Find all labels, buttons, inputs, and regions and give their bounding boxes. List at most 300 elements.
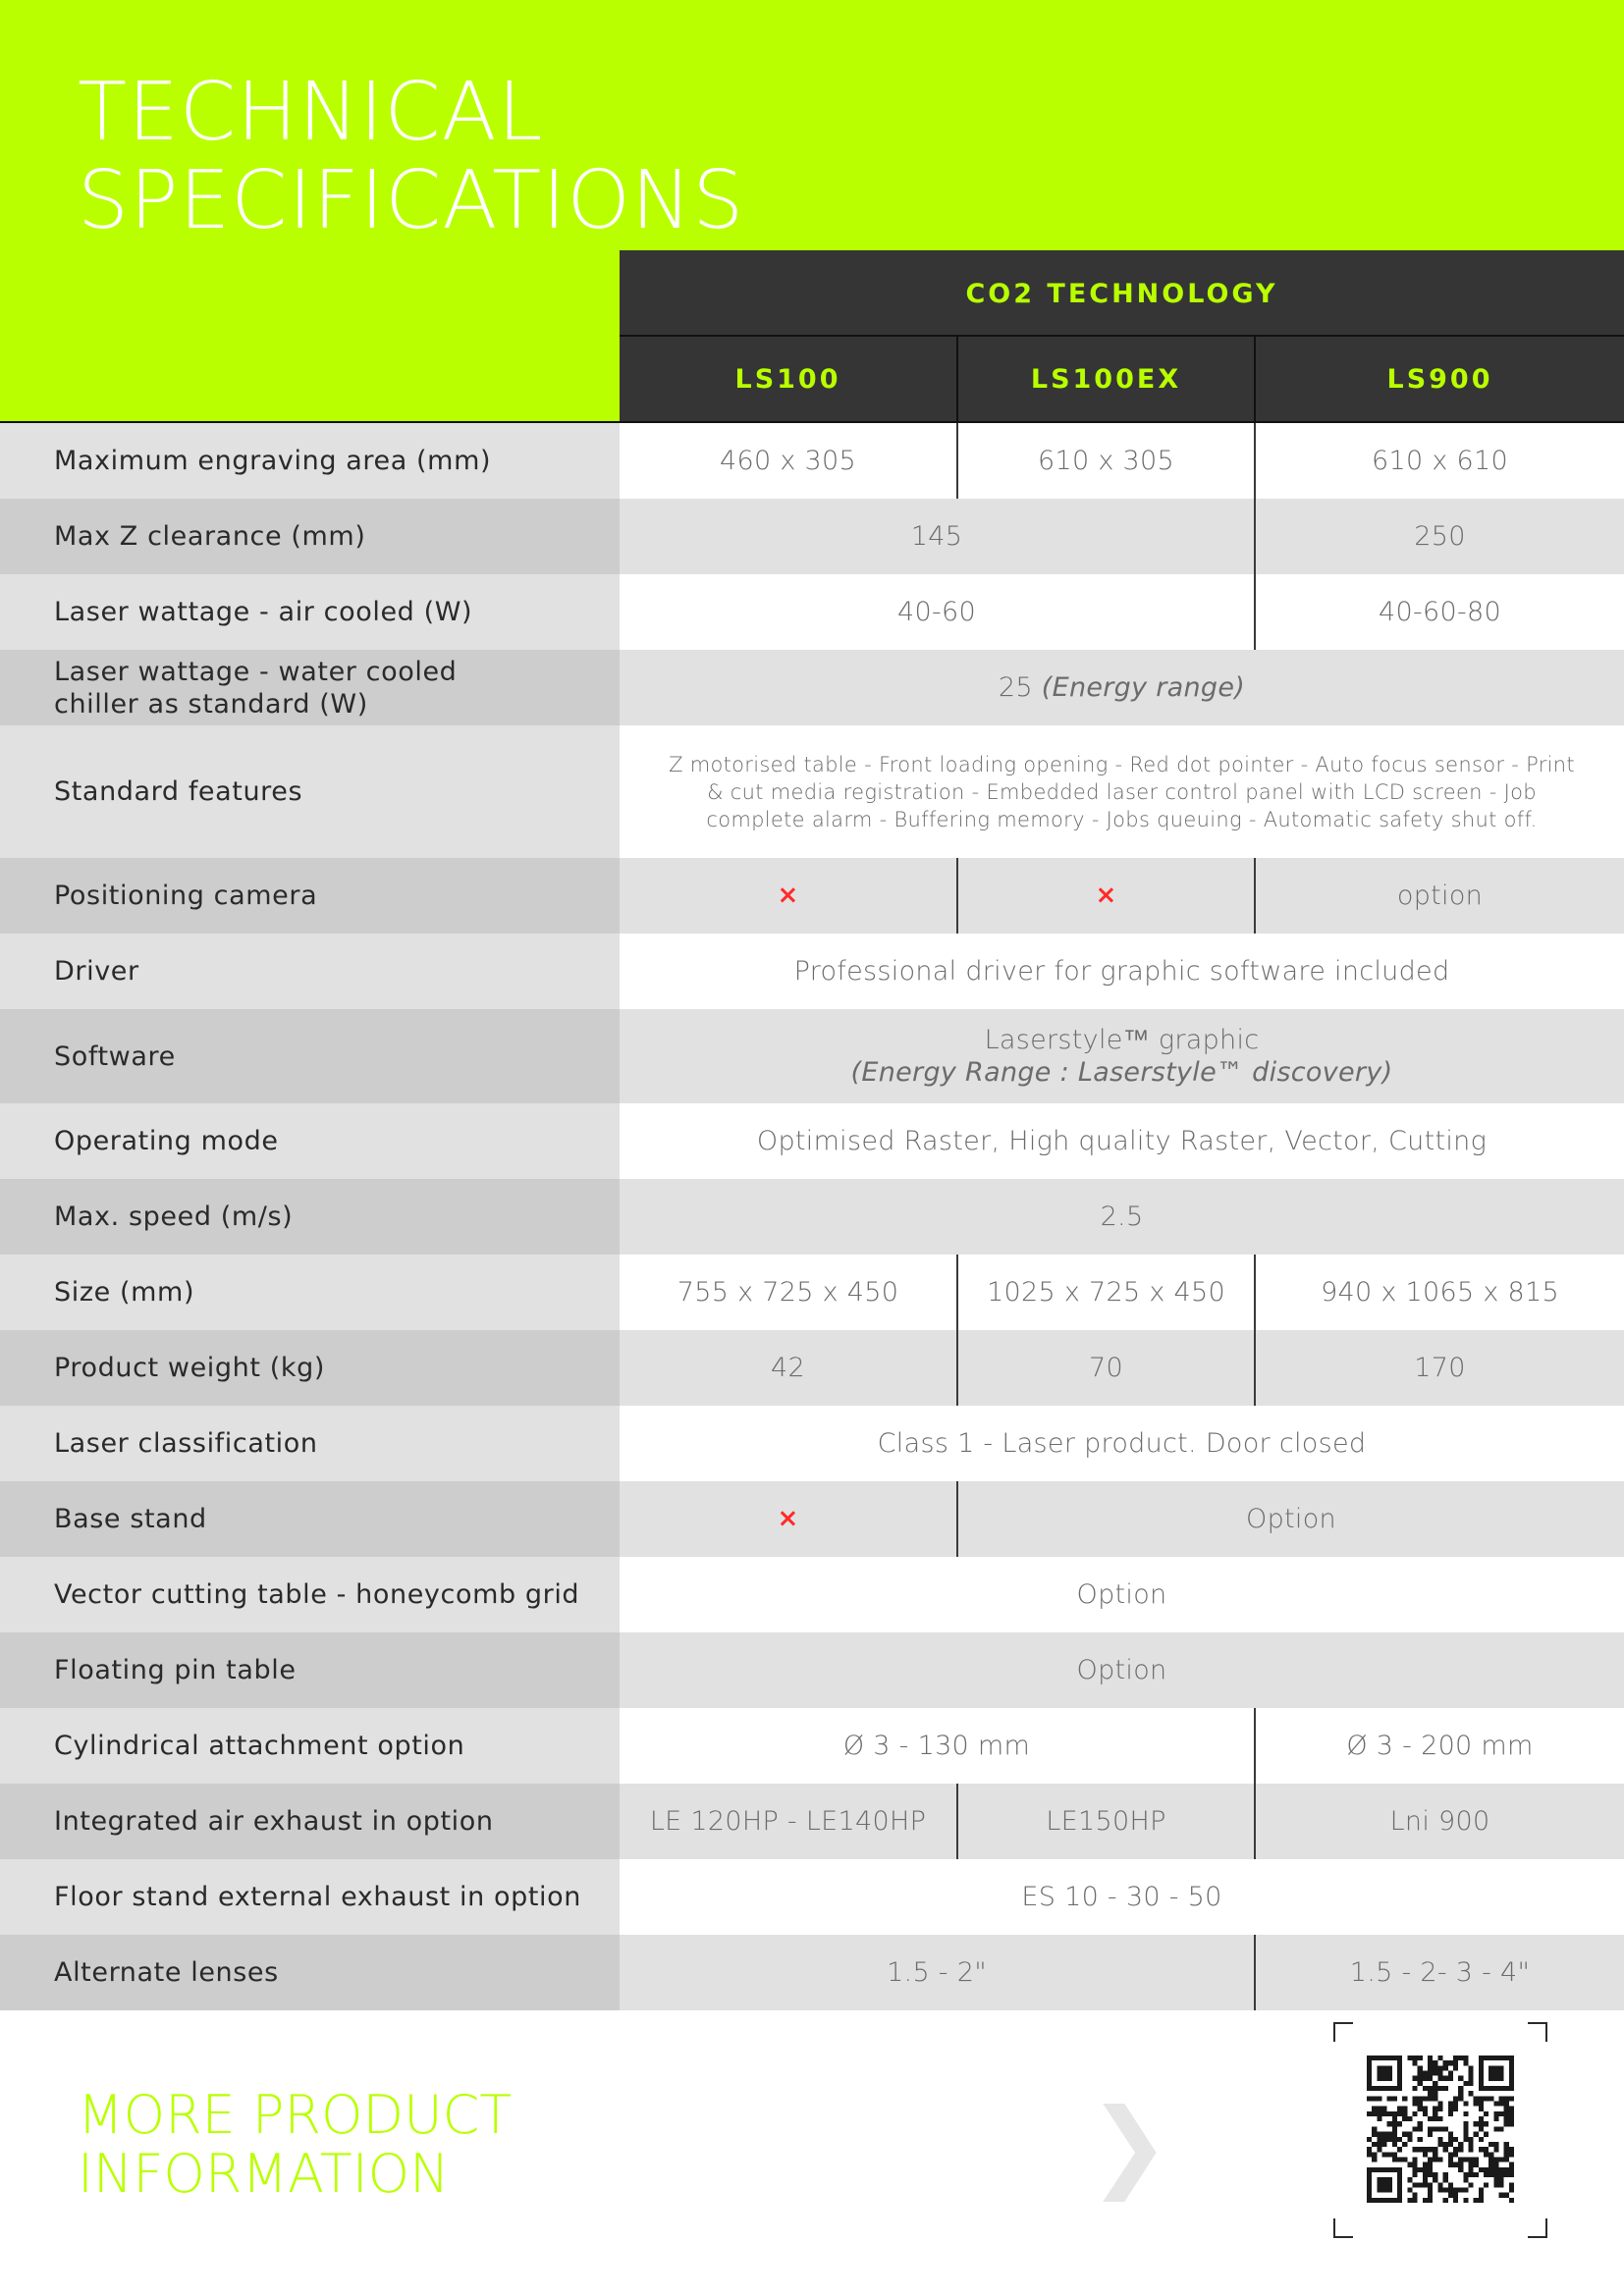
- qr-module: [1428, 2132, 1433, 2137]
- qr-module: [1372, 2157, 1377, 2162]
- qr-module: [1504, 2086, 1509, 2091]
- qr-module: [1498, 2182, 1503, 2187]
- spec-row-floating-pin-table: [0, 1632, 1624, 1708]
- spec-value: LE 120HP - LE140HP: [649, 1806, 927, 1837]
- qr-module: [1458, 2187, 1463, 2192]
- qr-module: [1413, 2182, 1418, 2187]
- qr-module: [1458, 2091, 1463, 2096]
- qr-module: [1387, 2076, 1392, 2081]
- qr-module: [1509, 2076, 1514, 2081]
- qr-module: [1407, 2132, 1412, 2137]
- qr-module: [1377, 2147, 1381, 2152]
- qr-module: [1387, 2111, 1392, 2116]
- qr-module: [1479, 2056, 1484, 2060]
- spec-label: Max. speed (m/s): [0, 1179, 620, 1255]
- qr-module: [1437, 2056, 1442, 2060]
- qr-module: [1453, 2163, 1458, 2167]
- qr-module: [1504, 2102, 1509, 2107]
- spec-row-laser-classification: [0, 1406, 1624, 1481]
- qr-module: [1493, 2147, 1498, 2152]
- qr-module: [1377, 2096, 1381, 2101]
- qr-module: [1428, 2076, 1433, 2081]
- model-header-ls100: LS100: [620, 337, 956, 422]
- qr-module: [1367, 2193, 1372, 2198]
- qr-module: [1372, 2198, 1377, 2203]
- qr-module: [1413, 2157, 1418, 2162]
- qr-module: [1382, 2132, 1387, 2137]
- qr-module: [1397, 2086, 1402, 2091]
- qr-module: [1423, 2071, 1428, 2076]
- qr-module: [1443, 2177, 1448, 2182]
- qr-module: [1433, 2111, 1437, 2116]
- qr-module: [1397, 2167, 1402, 2172]
- qr-module: [1474, 2198, 1479, 2203]
- qr-module: [1377, 2177, 1381, 2182]
- qr-module: [1402, 2116, 1407, 2121]
- qr-module: [1437, 2086, 1442, 2091]
- qr-module: [1367, 2081, 1372, 2086]
- qr-module: [1509, 2172, 1514, 2177]
- qr-module: [1484, 2056, 1489, 2060]
- qr-module: [1443, 2060, 1448, 2065]
- qr-module: [1413, 2167, 1418, 2172]
- qr-module: [1413, 2076, 1418, 2081]
- qr-module: [1453, 2147, 1458, 2152]
- qr-module: [1423, 2086, 1428, 2091]
- qr-module: [1433, 2065, 1437, 2070]
- spec-value: ES 10 - 30 - 50: [1021, 1882, 1222, 1912]
- qr-module: [1397, 2198, 1402, 2203]
- qr-module: [1474, 2157, 1479, 2162]
- qr-module: [1489, 2167, 1493, 2172]
- qr-module: [1437, 2182, 1442, 2187]
- qr-module: [1479, 2060, 1484, 2065]
- qr-module: [1504, 2152, 1509, 2157]
- qr-module: [1437, 2107, 1442, 2111]
- qr-module: [1382, 2071, 1387, 2076]
- qr-module: [1509, 2187, 1514, 2192]
- qr-module: [1407, 2116, 1412, 2121]
- qr-module: [1382, 2167, 1387, 2172]
- qr-module: [1493, 2177, 1498, 2182]
- qr-module: [1387, 2137, 1392, 2142]
- qr-module: [1468, 2091, 1473, 2096]
- spec-row-water-cooled: [0, 650, 1624, 725]
- qr-module: [1428, 2071, 1433, 2076]
- qr-module: [1392, 2116, 1397, 2121]
- spec-value: Option: [1076, 1655, 1167, 1685]
- qr-module: [1509, 2147, 1514, 2152]
- qr-module: [1433, 2172, 1437, 2177]
- spec-row-alternate-lenses: [0, 1935, 1624, 2010]
- qr-module: [1382, 2198, 1387, 2203]
- qr-module: [1418, 2056, 1423, 2060]
- qr-module: [1479, 2071, 1484, 2076]
- qr-module: [1428, 2091, 1433, 2096]
- qr-module: [1377, 2142, 1381, 2147]
- spec-label: Maximum engraving area (mm): [0, 423, 620, 499]
- qr-module: [1433, 2071, 1437, 2076]
- qr-module: [1474, 2132, 1479, 2137]
- spec-value: Z motorised table - Front loading opening - Red dot pointer - Auto focus sensor - Print & cut media registration - Embedded laser control panel with LCD screen - Job complete alarm - Buffering memory - Jobs queuing - Automatic safety shut off.: [669, 752, 1575, 831]
- qr-module: [1397, 2172, 1402, 2177]
- model-header-ls900: LS900: [1254, 337, 1624, 422]
- qr-module: [1468, 2076, 1473, 2081]
- qr-module: [1509, 2086, 1514, 2091]
- spec-value: 250: [1254, 499, 1624, 574]
- qr-module: [1443, 2126, 1448, 2131]
- spec-row-standard-features: [0, 725, 1624, 858]
- spec-value: LE150HP: [956, 1784, 1254, 1859]
- qr-module: [1418, 2065, 1423, 2070]
- spec-row-size: [0, 1255, 1624, 1330]
- qr-module: [1448, 2107, 1453, 2111]
- qr-module: [1387, 2152, 1392, 2157]
- qr-module: [1418, 2102, 1423, 2107]
- qr-module: [1448, 2182, 1453, 2187]
- spec-value: [620, 858, 956, 934]
- qr-module: [1433, 2147, 1437, 2152]
- qr-module: [1463, 2198, 1468, 2203]
- qr-module: [1498, 2076, 1503, 2081]
- spec-row-cylindrical-attachment: [0, 1708, 1624, 1784]
- qr-module: [1463, 2102, 1468, 2107]
- qr-module: [1448, 2132, 1453, 2137]
- qr-module: [1504, 2096, 1509, 2101]
- qr-module: [1382, 2107, 1387, 2111]
- qr-module: [1504, 2147, 1509, 2152]
- qr-module: [1443, 2147, 1448, 2152]
- frame-corner: [1333, 2218, 1353, 2238]
- qr-module: [1433, 2086, 1437, 2091]
- qr-module: [1437, 2116, 1442, 2121]
- spec-value: Class 1 - Laser product. Door closed: [877, 1428, 1367, 1459]
- qr-module: [1367, 2172, 1372, 2177]
- qr-module: [1428, 2126, 1433, 2131]
- qr-module: [1428, 2096, 1433, 2101]
- qr-module: [1387, 2132, 1392, 2137]
- qr-module: [1509, 2163, 1514, 2167]
- qr-module: [1382, 2152, 1387, 2157]
- qr-module: [1433, 2107, 1437, 2111]
- qr-module: [1463, 2126, 1468, 2131]
- qr-module: [1453, 2102, 1458, 2107]
- qr-module: [1489, 2142, 1493, 2147]
- qr-module: [1509, 2056, 1514, 2060]
- qr-module: [1489, 2163, 1493, 2167]
- qr-module: [1377, 2182, 1381, 2187]
- qr-module: [1367, 2056, 1372, 2060]
- qr-module: [1437, 2157, 1442, 2162]
- spec-value: 40-60: [897, 597, 976, 627]
- qr-module: [1463, 2187, 1468, 2192]
- qr-module: [1498, 2172, 1503, 2177]
- qr-module: [1493, 2167, 1498, 2172]
- spec-value: Ø 3 - 130 mm: [842, 1731, 1031, 1761]
- qr-module: [1443, 2187, 1448, 2192]
- qr-module: [1448, 2163, 1453, 2167]
- title-line-1: TECHNICAL: [78, 66, 544, 159]
- spec-label: Cylindrical attachment option: [0, 1708, 620, 1784]
- qr-module: [1463, 2121, 1468, 2126]
- qr-module: [1413, 2056, 1418, 2060]
- qr-module: [1397, 2137, 1402, 2142]
- qr-module: [1493, 2142, 1498, 2147]
- spec-value: 70: [956, 1330, 1254, 1406]
- qr-module: [1479, 2193, 1484, 2198]
- qr-module: [1453, 2060, 1458, 2065]
- spec-label: Positioning camera: [0, 858, 620, 934]
- qr-module: [1418, 2121, 1423, 2126]
- qr-module: [1489, 2076, 1493, 2081]
- qr-code[interactable]: [1333, 2022, 1547, 2238]
- spec-value: Professional driver for graphic software included: [793, 956, 1450, 987]
- qr-module: [1489, 2172, 1493, 2177]
- qr-module: [1468, 2142, 1473, 2147]
- qr-module: [1397, 2071, 1402, 2076]
- qr-module: [1489, 2065, 1493, 2070]
- spec-row-floor-stand-exhaust: [0, 1859, 1624, 1935]
- qr-module: [1428, 2157, 1433, 2162]
- spec-row-vector-cutting-table: [0, 1557, 1624, 1632]
- qr-module: [1458, 2086, 1463, 2091]
- qr-module: [1498, 2096, 1503, 2101]
- qr-module: [1392, 2096, 1397, 2101]
- qr-module: [1448, 2060, 1453, 2065]
- qr-module: [1367, 2137, 1372, 2142]
- qr-module: [1397, 2193, 1402, 2198]
- qr-module: [1448, 2187, 1453, 2192]
- spec-label: Product weight (kg): [0, 1330, 620, 1406]
- qr-module: [1433, 2152, 1437, 2157]
- qr-module: [1382, 2182, 1387, 2187]
- qr-module: [1489, 2096, 1493, 2101]
- more-product-information[interactable]: MORE PRODUCT INFORMATION: [78, 2084, 513, 2205]
- qr-module: [1453, 2152, 1458, 2157]
- qr-module: [1463, 2172, 1468, 2177]
- qr-module: [1458, 2096, 1463, 2101]
- qr-module: [1397, 2065, 1402, 2070]
- qr-module: [1504, 2121, 1509, 2126]
- qr-module: [1387, 2198, 1392, 2203]
- qr-module: [1387, 2056, 1392, 2060]
- qr-module: [1397, 2157, 1402, 2162]
- cross-icon: ×: [777, 881, 799, 910]
- qr-module: [1493, 2163, 1498, 2167]
- spec-label: Driver: [0, 934, 620, 1009]
- qr-module: [1418, 2137, 1423, 2142]
- qr-module: [1377, 2167, 1381, 2172]
- spec-label: Size (mm): [0, 1255, 620, 1330]
- qr-module: [1377, 2132, 1381, 2137]
- qr-module: [1509, 2096, 1514, 2101]
- qr-module: [1392, 2126, 1397, 2131]
- qr-module: [1367, 2065, 1372, 2070]
- qr-module: [1504, 2172, 1509, 2177]
- qr-module: [1413, 2172, 1418, 2177]
- qr-module: [1372, 2056, 1377, 2060]
- qr-module: [1493, 2172, 1498, 2177]
- qr-module: [1413, 2163, 1418, 2167]
- qr-module: [1423, 2177, 1428, 2182]
- qr-module: [1509, 2152, 1514, 2157]
- title-line-2: SPECIFICATIONS: [78, 154, 745, 247]
- qr-module: [1458, 2147, 1463, 2152]
- qr-module: [1509, 2167, 1514, 2172]
- qr-module: [1372, 2111, 1377, 2116]
- qr-module: [1443, 2172, 1448, 2177]
- spec-value: Optimised Raster, High quality Raster, Vector, Cutting: [756, 1126, 1488, 1156]
- qr-module: [1372, 2096, 1377, 2101]
- qr-module: [1493, 2111, 1498, 2116]
- qr-module: [1479, 2126, 1484, 2131]
- spec-value: Ø 3 - 200 mm: [1254, 1708, 1624, 1784]
- qr-module: [1509, 2182, 1514, 2187]
- qr-module: [1402, 2157, 1407, 2162]
- spec-value: 1.5 - 2- 3 - 4": [1254, 1935, 1624, 2010]
- qr-module: [1474, 2163, 1479, 2167]
- qr-module: [1428, 2065, 1433, 2070]
- spec-row-z-clearance: [0, 499, 1624, 574]
- qr-module: [1458, 2076, 1463, 2081]
- qr-module: [1423, 2096, 1428, 2101]
- qr-module: [1367, 2152, 1372, 2157]
- cross-icon: ×: [1095, 881, 1117, 910]
- qr-module: [1437, 2137, 1442, 2142]
- qr-module: [1377, 2187, 1381, 2192]
- qr-module: [1418, 2126, 1423, 2131]
- spec-value: 145: [910, 521, 963, 552]
- qr-module: [1458, 2163, 1463, 2167]
- qr-module: [1377, 2198, 1381, 2203]
- spec-label: Laser classification: [0, 1406, 620, 1481]
- qr-module: [1418, 2147, 1423, 2152]
- qr-module: [1504, 2167, 1509, 2172]
- qr-module: [1448, 2152, 1453, 2157]
- qr-module: [1448, 2193, 1453, 2198]
- qr-module: [1382, 2076, 1387, 2081]
- qr-module: [1413, 2193, 1418, 2198]
- qr-module: [1423, 2076, 1428, 2081]
- qr-module: [1479, 2137, 1484, 2142]
- qr-module: [1489, 2086, 1493, 2091]
- qr-module: [1453, 2065, 1458, 2070]
- spec-value: 1.5 - 2": [887, 1957, 987, 1988]
- qr-module: [1418, 2096, 1423, 2101]
- qr-module: [1479, 2167, 1484, 2172]
- qr-module: [1428, 2193, 1433, 2198]
- qr-module: [1382, 2187, 1387, 2192]
- spec-label: Laser wattage - water cooled chiller as standard (W): [0, 650, 620, 725]
- qr-module: [1453, 2187, 1458, 2192]
- qr-module: [1418, 2071, 1423, 2076]
- qr-module: [1367, 2182, 1372, 2187]
- qr-module: [1489, 2056, 1493, 2060]
- qr-module: [1484, 2121, 1489, 2126]
- qr-module: [1382, 2086, 1387, 2091]
- spec-label: Vector cutting table - honeycomb grid: [0, 1557, 620, 1632]
- qr-module: [1407, 2137, 1412, 2142]
- qr-module: [1428, 2116, 1433, 2121]
- frame-corner: [1333, 2022, 1353, 2042]
- spec-label: Laser wattage - air cooled (W): [0, 574, 620, 650]
- qr-module: [1428, 2187, 1433, 2192]
- qr-module: [1453, 2107, 1458, 2111]
- qr-module: [1448, 2102, 1453, 2107]
- qr-module: [1413, 2086, 1418, 2091]
- qr-module: [1468, 2182, 1473, 2187]
- qr-module: [1397, 2056, 1402, 2060]
- qr-module: [1423, 2163, 1428, 2167]
- qr-module: [1468, 2137, 1473, 2142]
- qr-module: [1387, 2086, 1392, 2091]
- qr-module: [1407, 2163, 1412, 2167]
- qr-module: [1392, 2167, 1397, 2172]
- qr-module: [1509, 2081, 1514, 2086]
- qr-module: [1463, 2081, 1468, 2086]
- qr-module: [1367, 2187, 1372, 2192]
- qr-module: [1428, 2086, 1433, 2091]
- qr-module: [1479, 2147, 1484, 2152]
- qr-module: [1489, 2071, 1493, 2076]
- qr-module: [1433, 2157, 1437, 2162]
- qr-module: [1367, 2177, 1372, 2182]
- qr-module: [1474, 2121, 1479, 2126]
- qr-module: [1468, 2172, 1473, 2177]
- spec-label: Software: [0, 1009, 620, 1103]
- qr-module: [1392, 2137, 1397, 2142]
- qr-module: [1504, 2111, 1509, 2116]
- qr-module: [1484, 2167, 1489, 2172]
- qr-module: [1498, 2056, 1503, 2060]
- qr-module: [1498, 2177, 1503, 2182]
- qr-module: [1402, 2107, 1407, 2111]
- qr-module: [1509, 2107, 1514, 2111]
- qr-module: [1504, 2056, 1509, 2060]
- chevron-right-icon[interactable]: ❯: [1088, 2087, 1170, 2202]
- spec-value: Laserstyle™ graphic (Energy Range : Laserstyle™ discovery): [850, 1025, 1393, 1088]
- qr-module: [1468, 2065, 1473, 2070]
- spec-value: 1025 x 725 x 450: [956, 1255, 1254, 1330]
- qr-module: [1484, 2132, 1489, 2137]
- qr-module: [1428, 2163, 1433, 2167]
- qr-module: [1463, 2111, 1468, 2116]
- spec-value: 610 x 610: [1254, 423, 1624, 499]
- qr-module: [1509, 2116, 1514, 2121]
- qr-module: [1423, 2111, 1428, 2116]
- qr-module: [1479, 2081, 1484, 2086]
- qr-module: [1413, 2060, 1418, 2065]
- qr-module: [1372, 2086, 1377, 2091]
- qr-module: [1428, 2060, 1433, 2065]
- qr-module: [1468, 2157, 1473, 2162]
- qr-module: [1377, 2137, 1381, 2142]
- qr-module: [1413, 2147, 1418, 2152]
- spec-value: option: [1254, 858, 1624, 934]
- qr-module: [1392, 2142, 1397, 2147]
- spec-label: Alternate lenses: [0, 1935, 620, 2010]
- qr-module: [1382, 2137, 1387, 2142]
- qr-module: [1397, 2121, 1402, 2126]
- model-header-ls100ex: LS100EX: [956, 337, 1254, 422]
- spec-value: 2.5: [1100, 1201, 1144, 1232]
- qr-module: [1437, 2065, 1442, 2070]
- qr-module: [1387, 2177, 1392, 2182]
- spec-value: 940 x 1065 x 815: [1254, 1255, 1624, 1330]
- qr-module: [1468, 2081, 1473, 2086]
- qr-module: [1397, 2081, 1402, 2086]
- qr-module: [1382, 2056, 1387, 2060]
